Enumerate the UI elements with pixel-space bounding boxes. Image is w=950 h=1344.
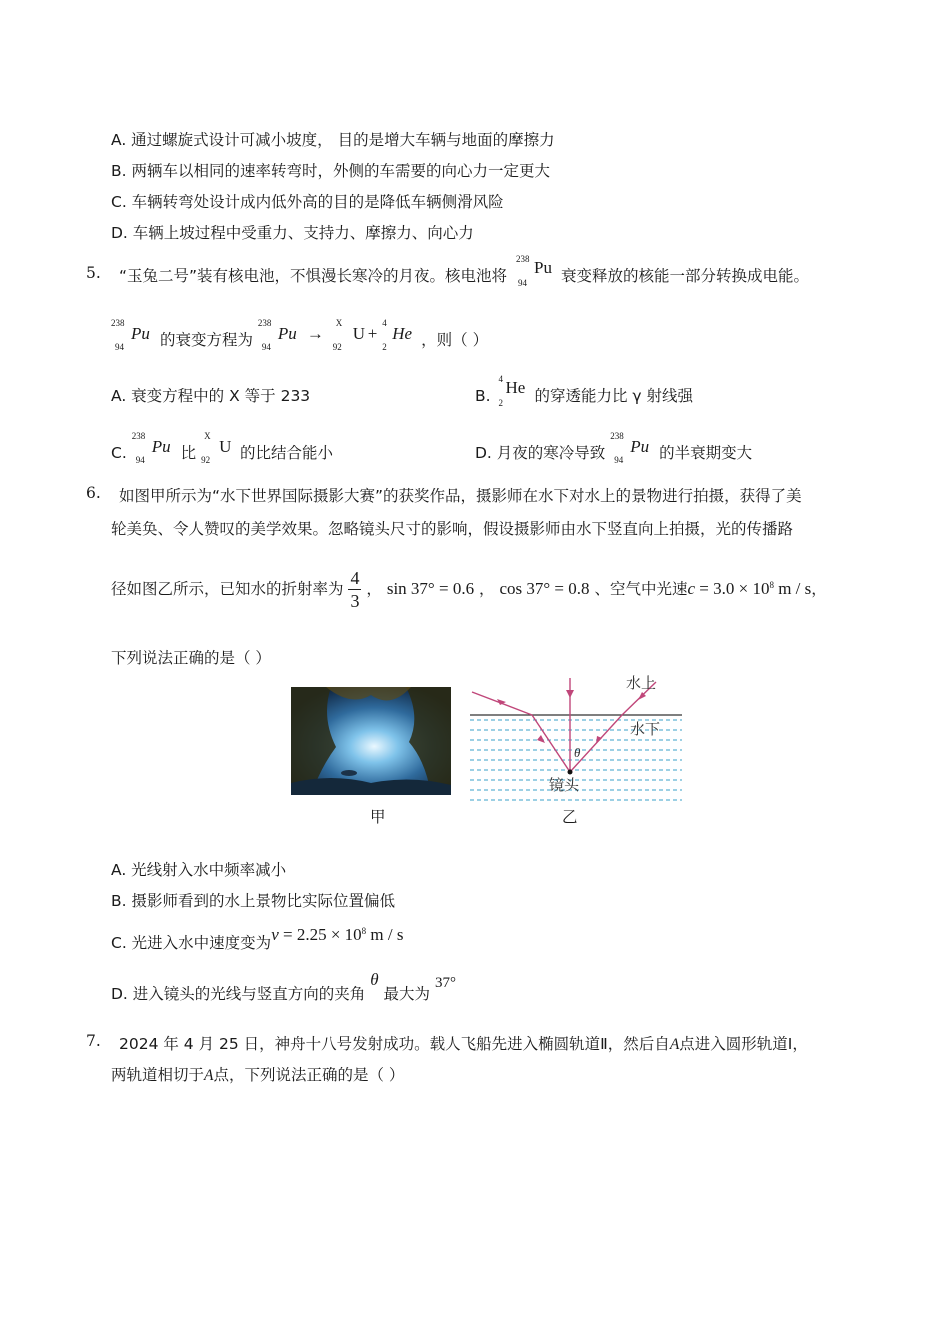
v-variable: v <box>271 925 279 945</box>
q6-option-d-mid: 最大为 <box>383 985 431 1003</box>
u-mass: X <box>335 318 343 328</box>
q7-line2-text-b: 点，下列说法正确的是（ ） <box>213 1066 405 1084</box>
refractive-index-fraction <box>348 567 361 612</box>
q4-option-a: A. 通过螺旋式设计可减小坡度， 目的是增大车辆与地面的摩擦力 <box>111 131 555 149</box>
label-lens: 镜头 <box>549 776 580 794</box>
pu-symbol-d: Pu <box>630 437 650 456</box>
max-angle-value: 37° <box>434 975 456 991</box>
q5-option-b-text: 的穿透能力比 γ 射线强 <box>534 387 693 405</box>
q6-option-b: B. 摄影师看到的水上景物比实际位置偏低 <box>111 892 395 910</box>
u-mass-c: X <box>204 431 211 441</box>
q6-option-a: A. 光线射入水中频率减小 <box>111 861 287 879</box>
point-a-2: A <box>204 1067 214 1084</box>
u-symbol: U <box>352 324 366 343</box>
he-nuclide <box>382 318 416 352</box>
fraction-numerator: 4 <box>350 568 360 589</box>
he-mass: 4 <box>382 318 387 328</box>
c-exponent: 8 <box>769 580 774 590</box>
light-path-diagram <box>466 668 686 806</box>
q6-number: 6. <box>86 484 101 502</box>
pu-charge-c: 94 <box>135 455 145 465</box>
q5-number: 5. <box>86 264 101 282</box>
comma-1: ， <box>366 580 382 599</box>
q5-option-c-prefix: C. <box>111 444 127 462</box>
v-exponent: 8 <box>361 926 367 936</box>
comma-3: ， <box>811 580 827 599</box>
pu-symbol-c: Pu <box>151 437 171 456</box>
c-variable: c <box>687 579 696 599</box>
he-charge: 2 <box>382 342 387 352</box>
q4-option-d: D. 车辆上坡过程中受重力、支持力、摩擦力、向心力 <box>111 224 474 242</box>
pu-nuclide-d <box>610 431 654 465</box>
q4-option-b: B. 两辆车以相同的速率转弯时，外侧的车需要的向心力一定更大 <box>111 162 550 180</box>
q5-line1-text-b: 衰变释放的核能一部分转换成电能。 <box>560 267 809 285</box>
theta-symbol: θ <box>370 970 379 989</box>
q5-option-d-text: 的半衰期变大 <box>659 444 753 462</box>
plus: + <box>367 324 378 343</box>
pu-nuclide-c <box>131 431 176 465</box>
pu-symbol-2: Pu <box>131 324 150 343</box>
pu-charge-d: 94 <box>614 455 624 465</box>
arrow: → <box>306 324 324 343</box>
comma-2: ， <box>479 580 495 599</box>
q7-line2-text-a: 两轨道相切于 <box>111 1066 205 1084</box>
q7-line1-text-a: 2024 年 4 月 25 日，神舟十八号发射成功。载人飞船先进入椭圆轨道Ⅱ，然后自 <box>119 1035 670 1053</box>
v-unit: m / s <box>366 925 404 945</box>
q6-line3 <box>111 562 827 612</box>
q5-line2 <box>111 318 489 352</box>
q6-line4: 下列说法正确的是（ ） <box>111 649 271 667</box>
q5-option-b <box>475 374 693 408</box>
q4-option-c: C. 车辆转弯处设计成内低外高的目的是降低车辆侧滑风险 <box>111 193 504 211</box>
he-charge-b: 2 <box>498 398 503 408</box>
q6-line3-text-b: 、空气中光速 <box>594 580 688 599</box>
q5-option-c <box>111 431 334 465</box>
q7-line1-text-b: 点进入圆形轨道Ⅰ， <box>679 1035 808 1053</box>
pu-symbol-3: Pu <box>277 324 297 343</box>
q5-option-c-mid: 比 <box>180 444 197 462</box>
pu-mass-3: 238 <box>257 318 272 328</box>
u-symbol-c: U <box>219 437 232 456</box>
u-nuclide <box>332 318 367 352</box>
q5-option-d-prefix: D. 月夜的寒冷导致 <box>475 444 606 462</box>
underwater-photo <box>291 687 451 795</box>
q5-line2-text-b: ，则（ ） <box>421 331 489 349</box>
sin-expression: sin 37° = 0.6 <box>386 579 475 599</box>
q6-line3-text-a: 径如图乙所示，已知水的折射率为 <box>111 580 344 599</box>
he-symbol: He <box>392 324 413 343</box>
q5-line1-text-a: “玉兔二号”装有核电池，不惧漫长寒冷的月夜。核电池将 <box>119 267 508 285</box>
he-nuclide-b <box>496 374 530 408</box>
v-value: = 2.25 × 10 <box>278 925 362 945</box>
point-a-1: A <box>669 1036 680 1053</box>
underwater-photo-graphic <box>291 687 451 795</box>
pu-symbol: Pu <box>534 258 552 277</box>
pu-nuclide <box>516 254 556 288</box>
he-mass-b: 4 <box>498 374 503 384</box>
he-symbol-b: He <box>505 378 526 397</box>
pu-charge: 94 <box>518 278 527 288</box>
c-unit: m / s <box>773 579 812 599</box>
label-above-water: 水上 <box>626 674 657 692</box>
figure-right-caption: 乙 <box>562 808 578 826</box>
label-below-water: 水下 <box>630 720 661 738</box>
q6-option-d <box>111 970 456 1015</box>
q6-line2: 轮美奂、令人赞叹的美学效果。忽略镜头尺寸的影响，假设摄影师由水下竖直向上拍摄，光的传播路 <box>111 520 794 538</box>
q5-line1 <box>119 254 809 288</box>
pu-mass-c: 238 <box>131 431 146 441</box>
q5-option-a: A. 衰变方程中的 X 等于 233 <box>111 387 311 405</box>
pu-nuclide-3 <box>257 318 302 352</box>
q7-line2 <box>111 1063 404 1085</box>
q6-option-c <box>111 922 403 960</box>
pu-charge-2: 94 <box>115 342 124 352</box>
label-theta: θ <box>574 745 581 760</box>
pu-mass-d: 238 <box>610 431 624 441</box>
q6-option-c-prefix: C. 光进入水中速度变为 <box>111 934 272 953</box>
q5-option-d <box>475 431 753 465</box>
c-value: = 3.0 × 10 <box>695 579 770 599</box>
cos-expression: cos 37° = 0.8 <box>499 579 590 599</box>
q5-line2-text-a: 的衰变方程为 <box>159 331 253 349</box>
figure-left-caption: 甲 <box>370 808 386 826</box>
q7-number: 7. <box>86 1032 101 1050</box>
q7-line1 <box>119 1032 808 1054</box>
u-nuclide-c <box>201 431 235 465</box>
q6-line1: 如图甲所示为“水下世界国际摄影大赛”的获奖作品，摄影师在水下对水上的景物进行拍摄，获得了美 <box>119 487 802 505</box>
fraction-denominator: 3 <box>350 591 360 612</box>
q5-option-c-text: 的比结合能小 <box>240 444 334 462</box>
u-charge-c: 92 <box>201 455 211 465</box>
pu-mass-2: 238 <box>111 318 125 328</box>
pu-mass: 238 <box>516 254 530 264</box>
q6-option-d-prefix: D. 进入镜头的光线与竖直方向的夹角 <box>111 985 366 1003</box>
u-charge: 92 <box>332 342 342 352</box>
q5-option-b-prefix: B. <box>475 387 491 405</box>
pu-nuclide-2 <box>111 318 155 352</box>
pu-charge-3: 94 <box>261 342 271 352</box>
